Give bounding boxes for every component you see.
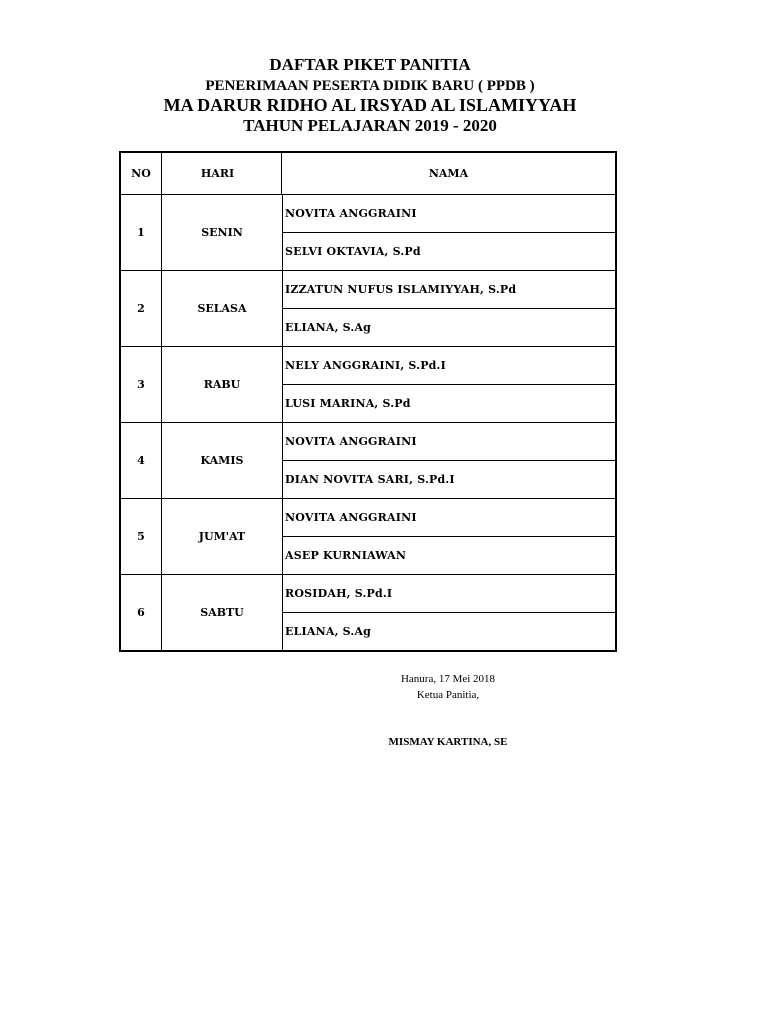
row-names [283, 271, 615, 346]
row-number: 1 [121, 195, 162, 270]
header-no: NO [121, 153, 162, 194]
row-day: KAMIS [162, 423, 283, 498]
row-day: SABTU [162, 575, 283, 650]
name-cell: NOVITA ANGGRAINI [285, 435, 417, 448]
row-day: RABU [162, 347, 283, 422]
name-cell: SELVI OKTAVIA, S.Pd [283, 232, 615, 270]
name-cell: NELY ANGGRAINI, S.Pd.I [285, 359, 446, 372]
table-row [121, 499, 615, 575]
duty-roster-table [119, 151, 617, 652]
name-cell: ELIANA, S.Ag [283, 308, 615, 346]
name-cell: IZZATUN NUFUS ISLAMIYYAH, S.Pd [285, 283, 517, 296]
row-day: SENIN [162, 195, 283, 270]
name-cell: ASEP KURNIAWAN [283, 536, 615, 574]
row-day: JUM'AT [162, 499, 283, 574]
table-row [121, 423, 615, 499]
row-names [283, 347, 615, 422]
school-name: MA DARUR RIDHO AL IRSYAD AL ISLAMIYYAH [163, 95, 577, 115]
row-number: 4 [121, 423, 162, 498]
row-names [283, 423, 615, 498]
row-number: 6 [121, 575, 162, 650]
row-names [283, 575, 615, 650]
row-number: 5 [121, 499, 162, 574]
signature-place-date: Hanura, 17 Mei 2018 [400, 673, 496, 685]
table-row [121, 195, 615, 271]
academic-year: TAHUN PELAJARAN 2019 - 2020 [243, 116, 497, 135]
signature-name: MISMAY KARTINA, SE [388, 736, 508, 748]
row-number: 2 [121, 271, 162, 346]
signature-role: Ketua Panitia, [416, 689, 480, 701]
name-cell: LUSI MARINA, S.Pd [283, 384, 615, 422]
table-header [121, 153, 615, 195]
row-day: SELASA [162, 271, 283, 346]
table-row [121, 347, 615, 423]
table-row [121, 271, 615, 347]
table-row [121, 575, 615, 650]
name-cell: NOVITA ANGGRAINI [285, 207, 417, 220]
name-cell: ELIANA, S.Ag [283, 612, 615, 650]
name-cell: NOVITA ANGGRAINI [285, 511, 417, 524]
name-cell: ROSIDAH, S.Pd.I [285, 587, 393, 600]
name-cell: DIAN NOVITA SARI, S.Pd.I [283, 460, 615, 498]
header-nama: NAMA [428, 167, 469, 180]
row-names [283, 195, 615, 270]
document-subtitle: PENERIMAAN PESERTA DIDIK BARU ( PPDB ) [205, 78, 535, 94]
document-title: DAFTAR PIKET PANITIA [269, 55, 471, 74]
row-number: 3 [121, 347, 162, 422]
row-names [283, 499, 615, 574]
header-hari: HARI [162, 153, 282, 194]
